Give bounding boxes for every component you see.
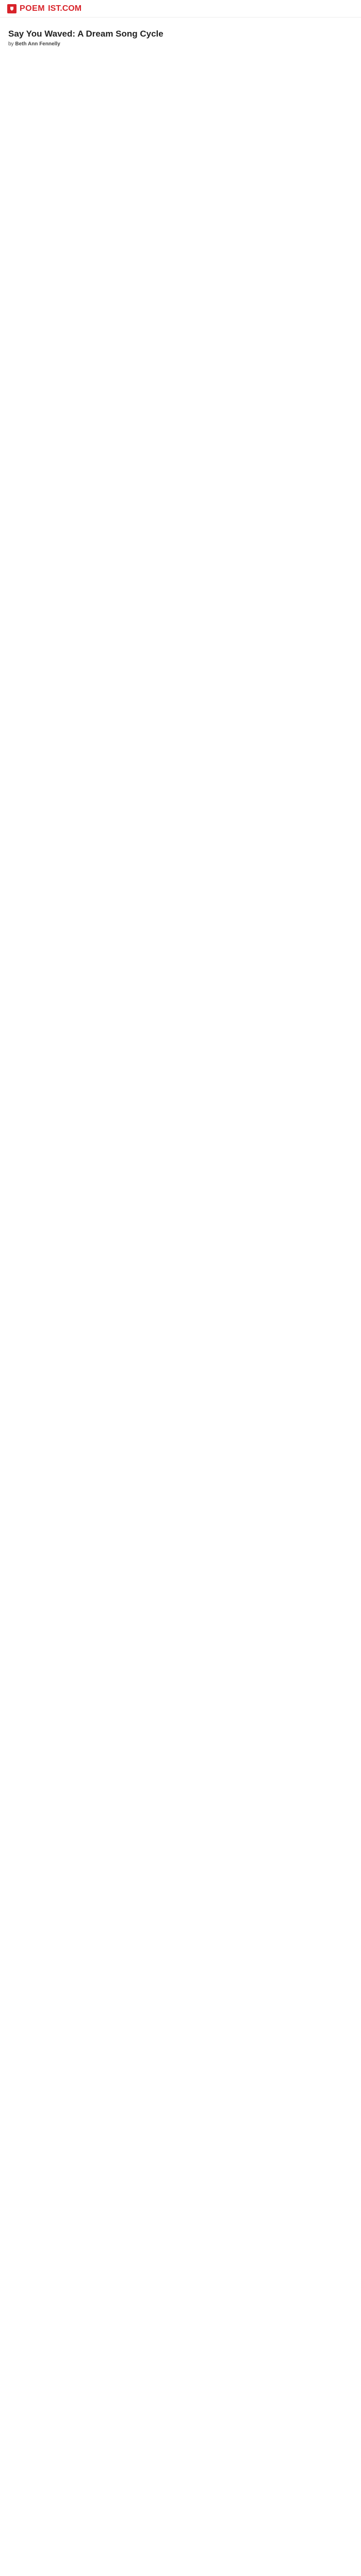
poemist-logo-icon: [7, 4, 17, 13]
author-link[interactable]: Beth Ann Fennelly: [15, 41, 60, 47]
logo-text: POEM: [20, 4, 45, 13]
main-content: [0, 18, 361, 47]
site-logo-link[interactable]: [7, 4, 81, 13]
poem-title: Say You Waved: A Dream Song Cycle: [8, 29, 163, 39]
author-prefix: by: [8, 41, 15, 47]
poem-byline: [8, 41, 353, 47]
logo-domain: IST.COM: [48, 4, 82, 13]
site-header: [0, 0, 361, 18]
